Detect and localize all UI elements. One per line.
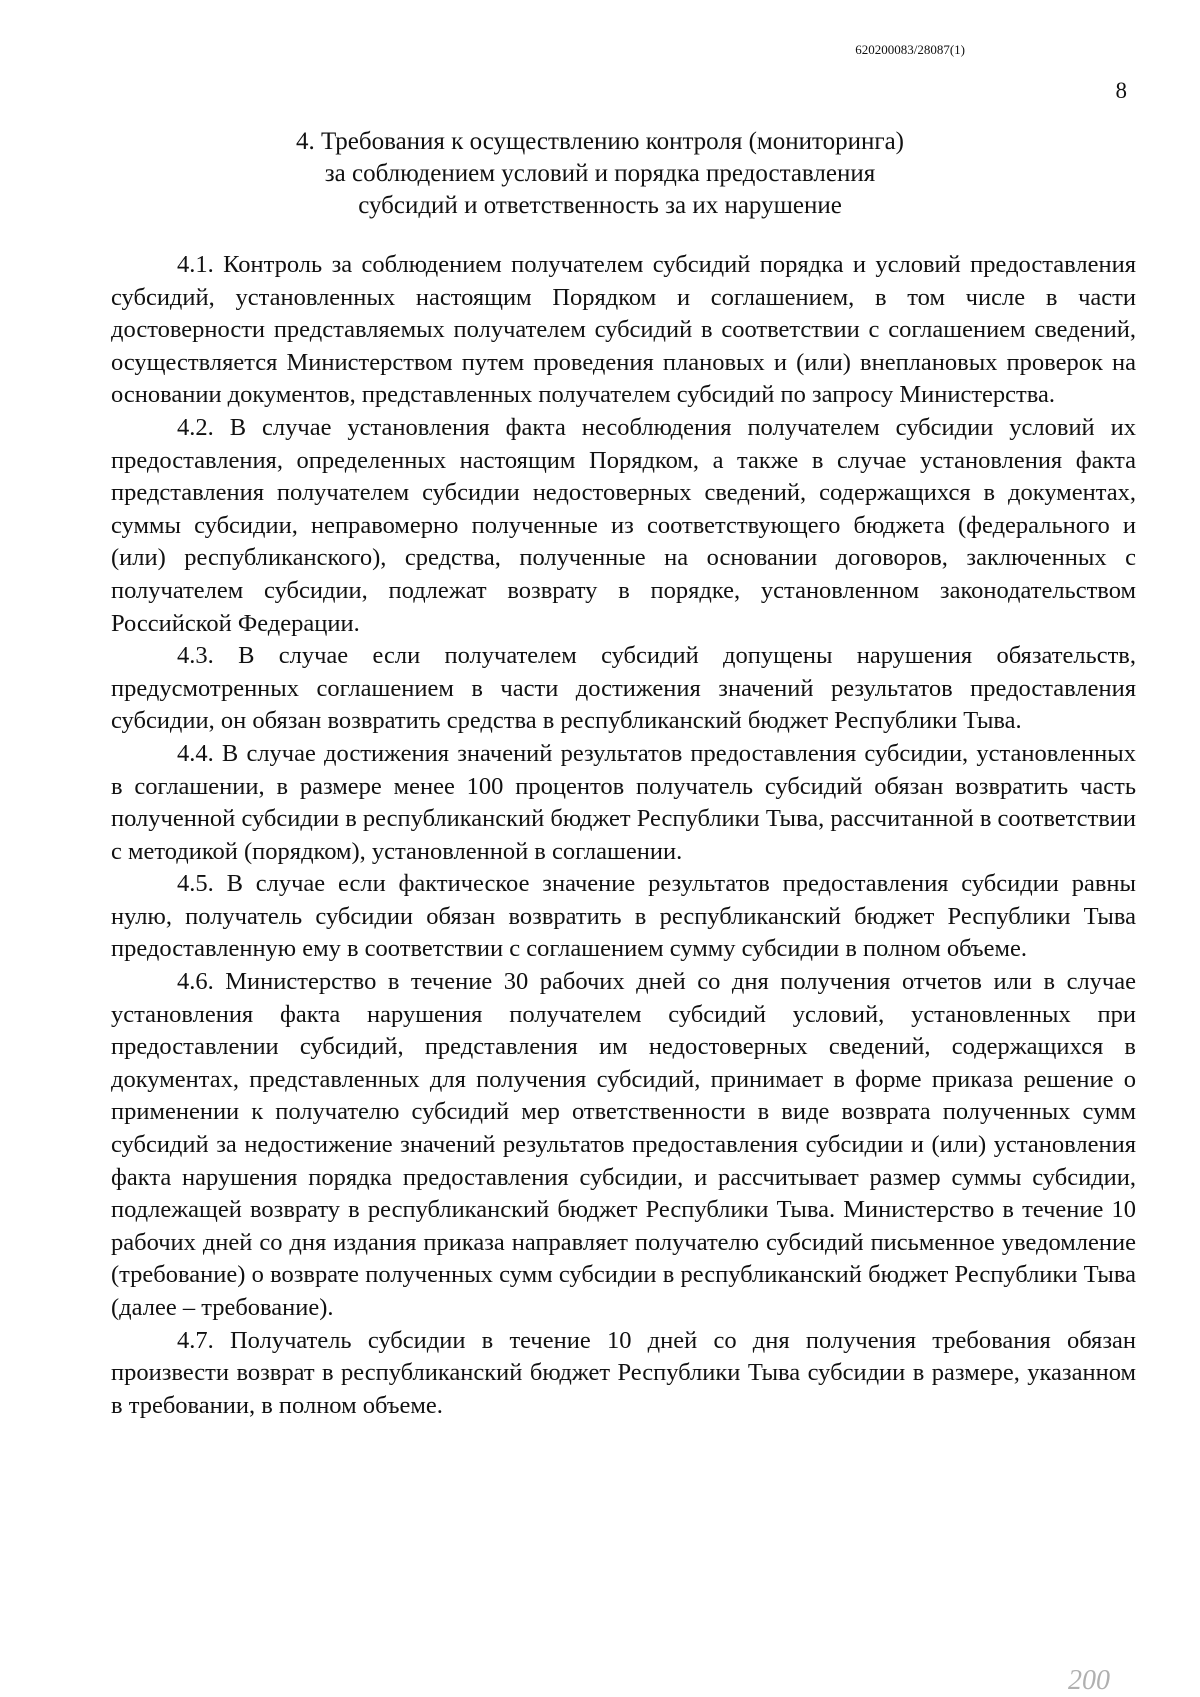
paragraph-4-4: 4.4. В случае достижения значений результатов предоставления субсидии, установленных в соглашении, в размере менее 100 процентов получатель субсидий обязан возвратить часть полученной субсидии в республиканский бюджет Республики Тыва, рассчитанной в соответствии с методикой (порядком), установленной в соглашении. (111, 739, 1136, 865)
page-number: 8 (1115, 78, 1127, 103)
section-title (80, 126, 1120, 222)
document-id: 620200083/28087(1) (855, 42, 965, 57)
paragraph-4-3: 4.3. В случае если получателем субсидий допущены нарушения обязательств, предусмотренных соглашением в части достижения значений результатов предоставления субсидии, он обязан возвратить средства в республиканский бюджет Республики Тыва. (111, 642, 1136, 735)
paragraph-4-1: 4.1. Контроль за соблюдением получателем субсидий порядка и условий предоставления субсидий, установленных настоящим Порядком и соглашением, в том числе в части достоверности представляемых получателем субсидий в соответствии с соглашением сведений, осуществляется Министерством путем проведения плановых и (или) внеплановых проверок на основании документов, представленных получателем субсидий по запросу Министерства. (111, 251, 1136, 409)
paragraph-4-7: 4.7. Получатель субсидии в течение 10 дней со дня получения требования обязан произвести возврат в республиканский бюджет Республики Тыва субсидии в размере, указанном в требовании, в полном объеме. (111, 1326, 1136, 1419)
section-title-line: субсидий и ответственность за их нарушение (358, 192, 842, 219)
paragraph-4-6: 4.6. Министерство в течение 30 рабочих дней со дня получения отчетов или в случае установления факта нарушения получателем субсидий условий, установленных при предоставлении субсидий, представления им недостоверных сведений, содержащихся в документах, представленных для получения субсидий, принимает в форме приказа решение о применении к получателю субсидий мер ответственности в виде возврата полученных сумм субсидий за недостижение значений результатов предоставления субсидии и (или) установления факта нарушения порядка предоставления субсидии, и рассчитывает размер суммы субсидии, подлежащей возврату в республиканский бюджет Республики Тыва. Министерство в течение 10 рабочих дней со дня издания приказа направляет получателю субсидий письменное уведомление (требование) о возврате полученных сумм субсидии в республиканский бюджет Республики Тыва (далее – требование). (111, 968, 1136, 1321)
document-body (111, 249, 1136, 1422)
section-title-line: 4. Требования к осуществлению контроля (мониторинга) (295, 128, 905, 155)
paragraph-4-5: 4.5. В случае если фактическое значение результатов предоставления субсидии равны нулю, получатель субсидии обязан возвратить в республиканский бюджет Республики Тыва предоставленную ему в соответствии с соглашением сумму субсидии в полном объеме. (111, 870, 1136, 963)
section-title-line: за соблюдением условий и порядка предоставления (324, 160, 876, 187)
handwritten-mark: 200 (1068, 1665, 1110, 1696)
paragraph-4-2: 4.2. В случае установления факта несоблюдения получателем субсидии условий их предоставления, определенных настоящим Порядком, а также в случае установления факта представления получателем субсидии недостоверных сведений, содержащихся в документах, суммы субсидии, неправомерно полученные из соответствующего бюджета (федерального и (или) республиканского), средства, полученные на основании договоров, заключенных с получателем субсидии, подлежат возврату в порядке, установленном законодательством Российской Федерации. (111, 413, 1136, 637)
